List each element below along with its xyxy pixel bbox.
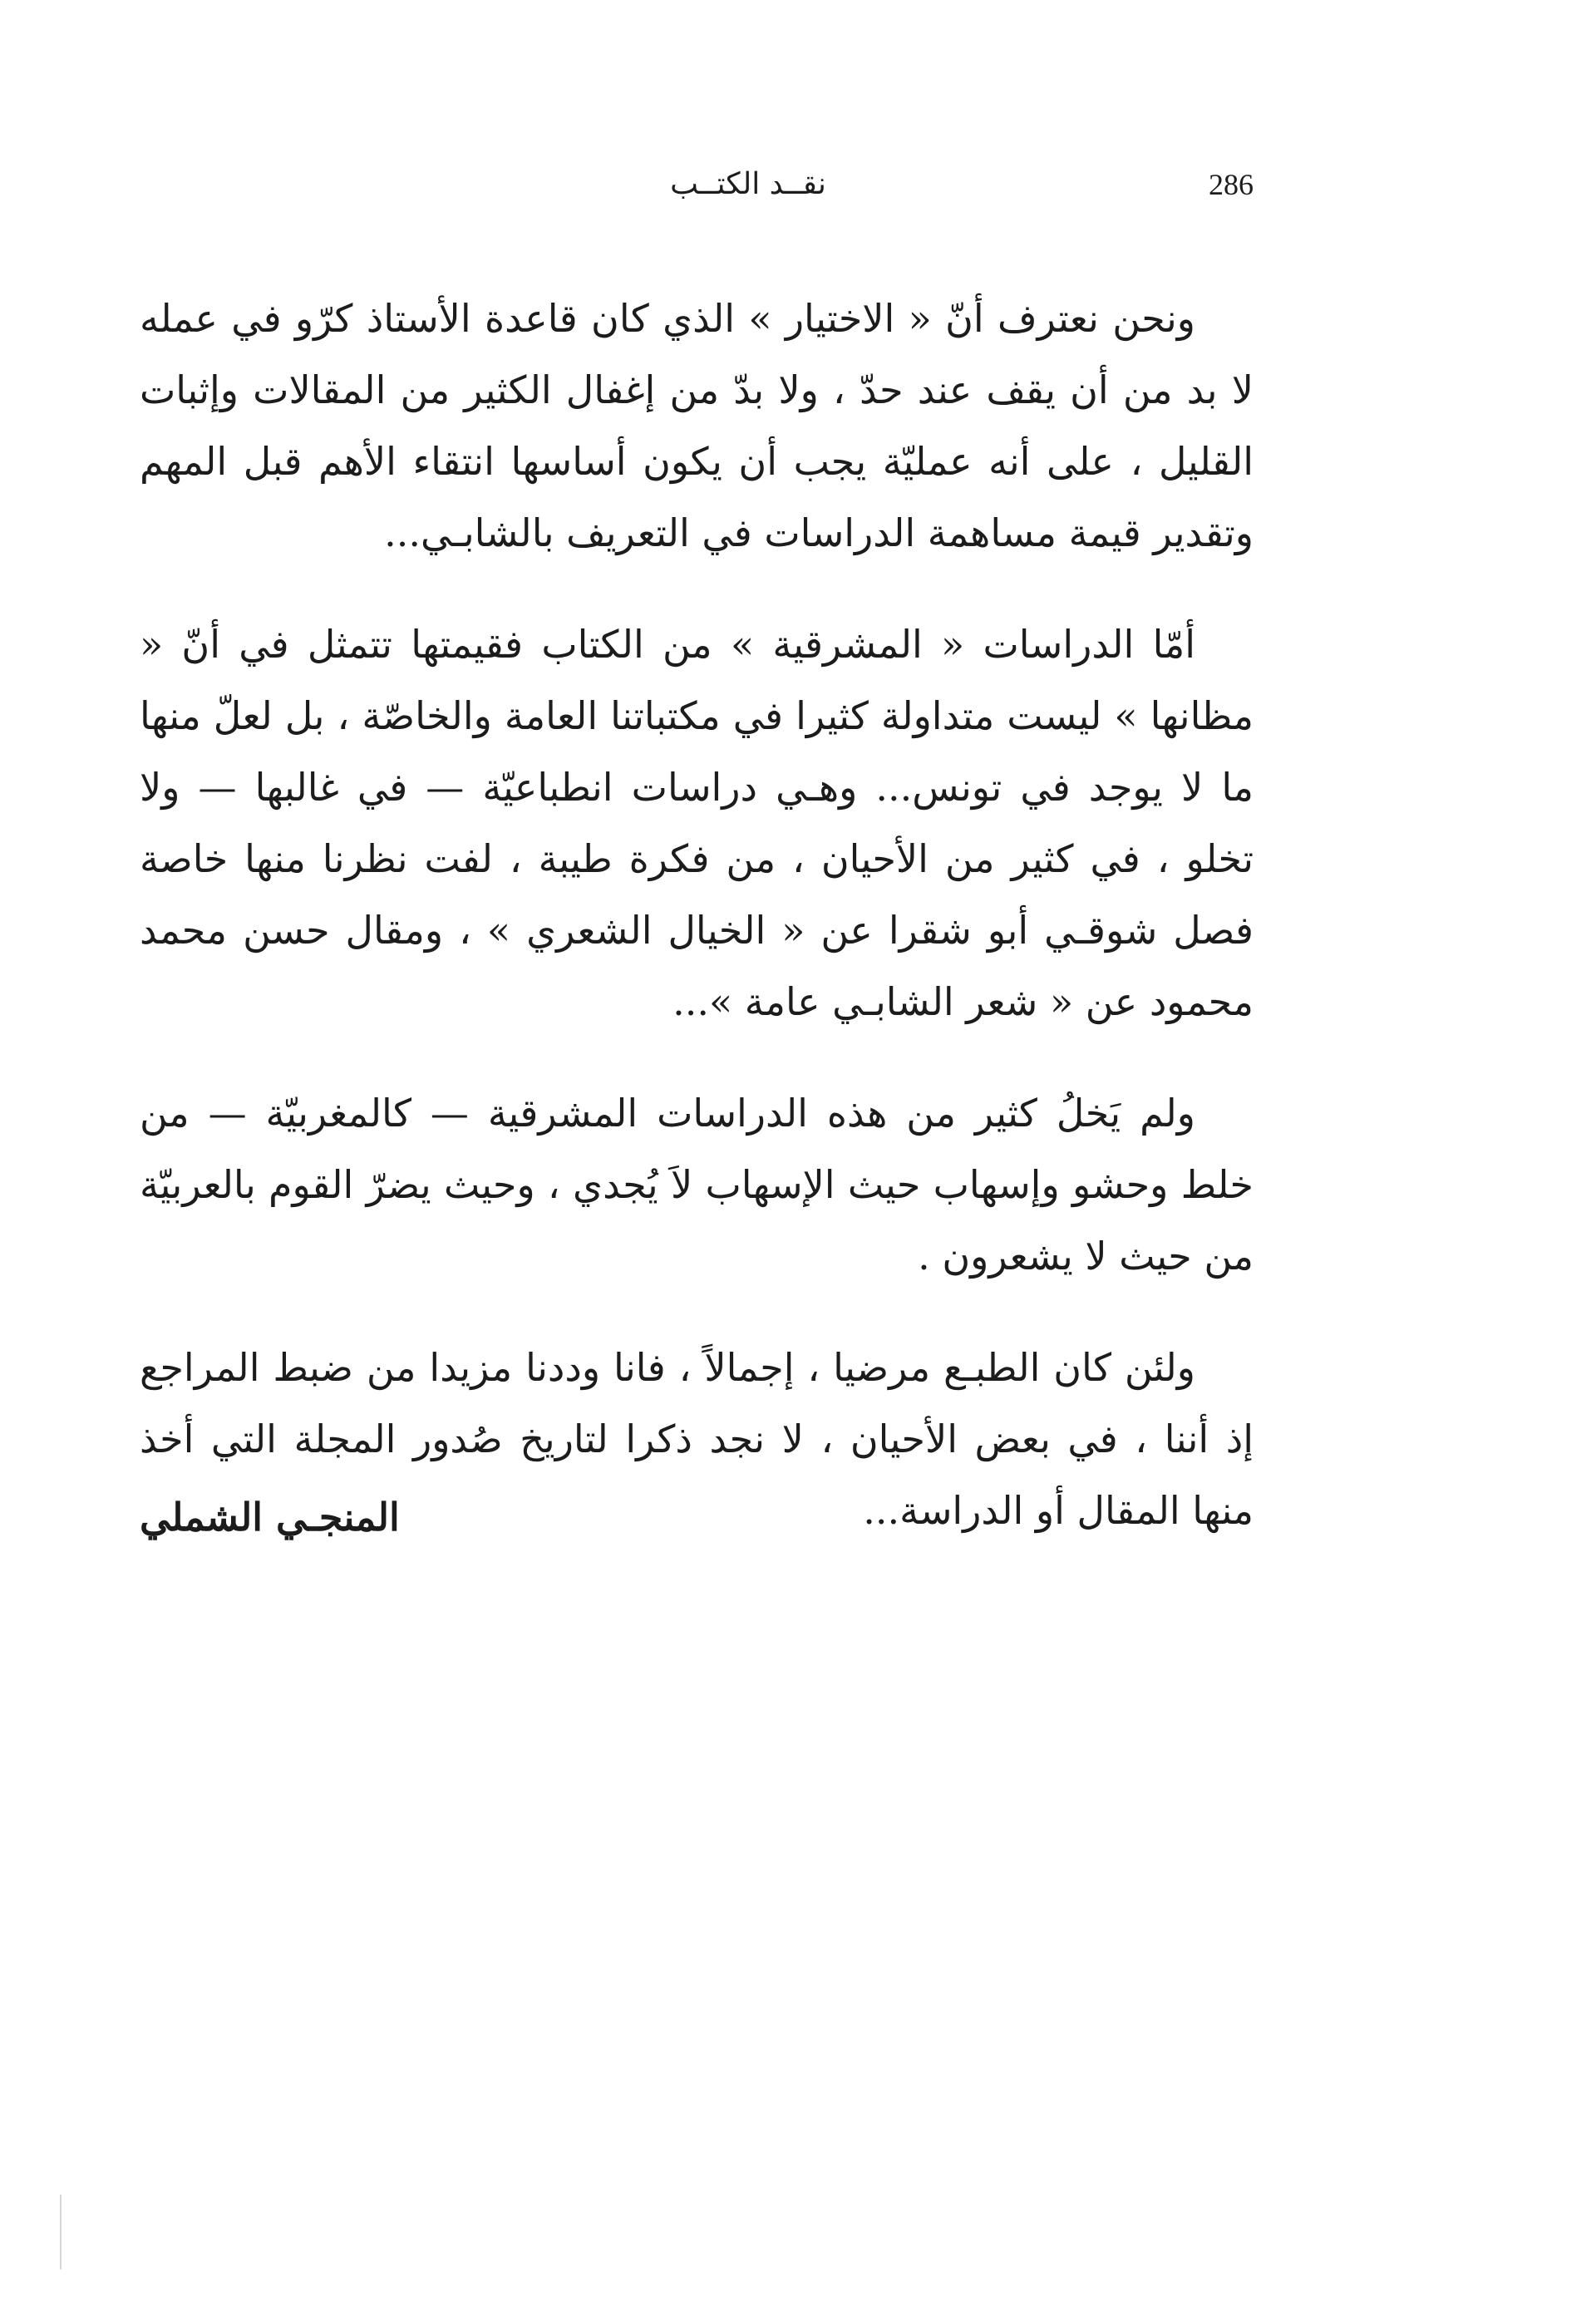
article-body bbox=[140, 283, 1254, 1586]
author-signature: المنجـي الشملي bbox=[140, 1495, 400, 1540]
running-head-title: نقــد الكتــب bbox=[670, 167, 826, 201]
scan-edge-mark bbox=[60, 2195, 62, 2269]
paragraph-3: ولم يَخلُ كثير من هذه الدراسات المشرقية — كالمغربيّة — من خلط وحشو وإسهاب حيث الإسهاب لاَ يُجدي ، وحيث يضرّ القوم بالعربيّة من حيث لا يشعرون . bbox=[140, 1091, 1254, 1279]
paragraph-4: ولئن كان الطبـع مرضيا ، إجمالاً ، فانا وددنا مزيدا من ضبط المراجع إذ أننا ، في بعض الأحيان ، لا نجد ذكرا لتاريخ صُدور المجلة التي أخذ منها المقال أو الدراسة... bbox=[140, 1345, 1254, 1533]
paragraph-1: ونحن نعترف أنّ « الاختيار » الذي كان قاعدة الأستاذ كرّو في عمله لا بد من أن يقف عند حدّ ، ولا بدّ من إغفال الكثير من المقالات وإثبات القليل ، على أنه عمليّة يجب أن يكون أساسها انتقاء الأهم قبل المهم وتقدير قيمة مساهمة الدراسات في التعريف بالشابـي... bbox=[140, 296, 1254, 555]
paragraph-2: أمّا الدراسات « المشرقية » من الكتاب فقيمتها تتمثل في أنّ « مظانها » ليست متداولة كثيرا في مكتباتنا العامة والخاصّة ، بل لعلّ منها ما لا يوجد في تونس... وهـي دراسات انطباعيّة — في غالبها — ولا تخلو ، في كثير من الأحيان ، من فكرة طيبة ، لفت نظرنا منها خاصة فصل شوقـي أبو شقرا عن « الخيال الشعري » ، ومقال حسن محمد محمود عن « شعر الشابـي عامة »... bbox=[140, 622, 1254, 1024]
page-number: 286 bbox=[1209, 168, 1254, 201]
